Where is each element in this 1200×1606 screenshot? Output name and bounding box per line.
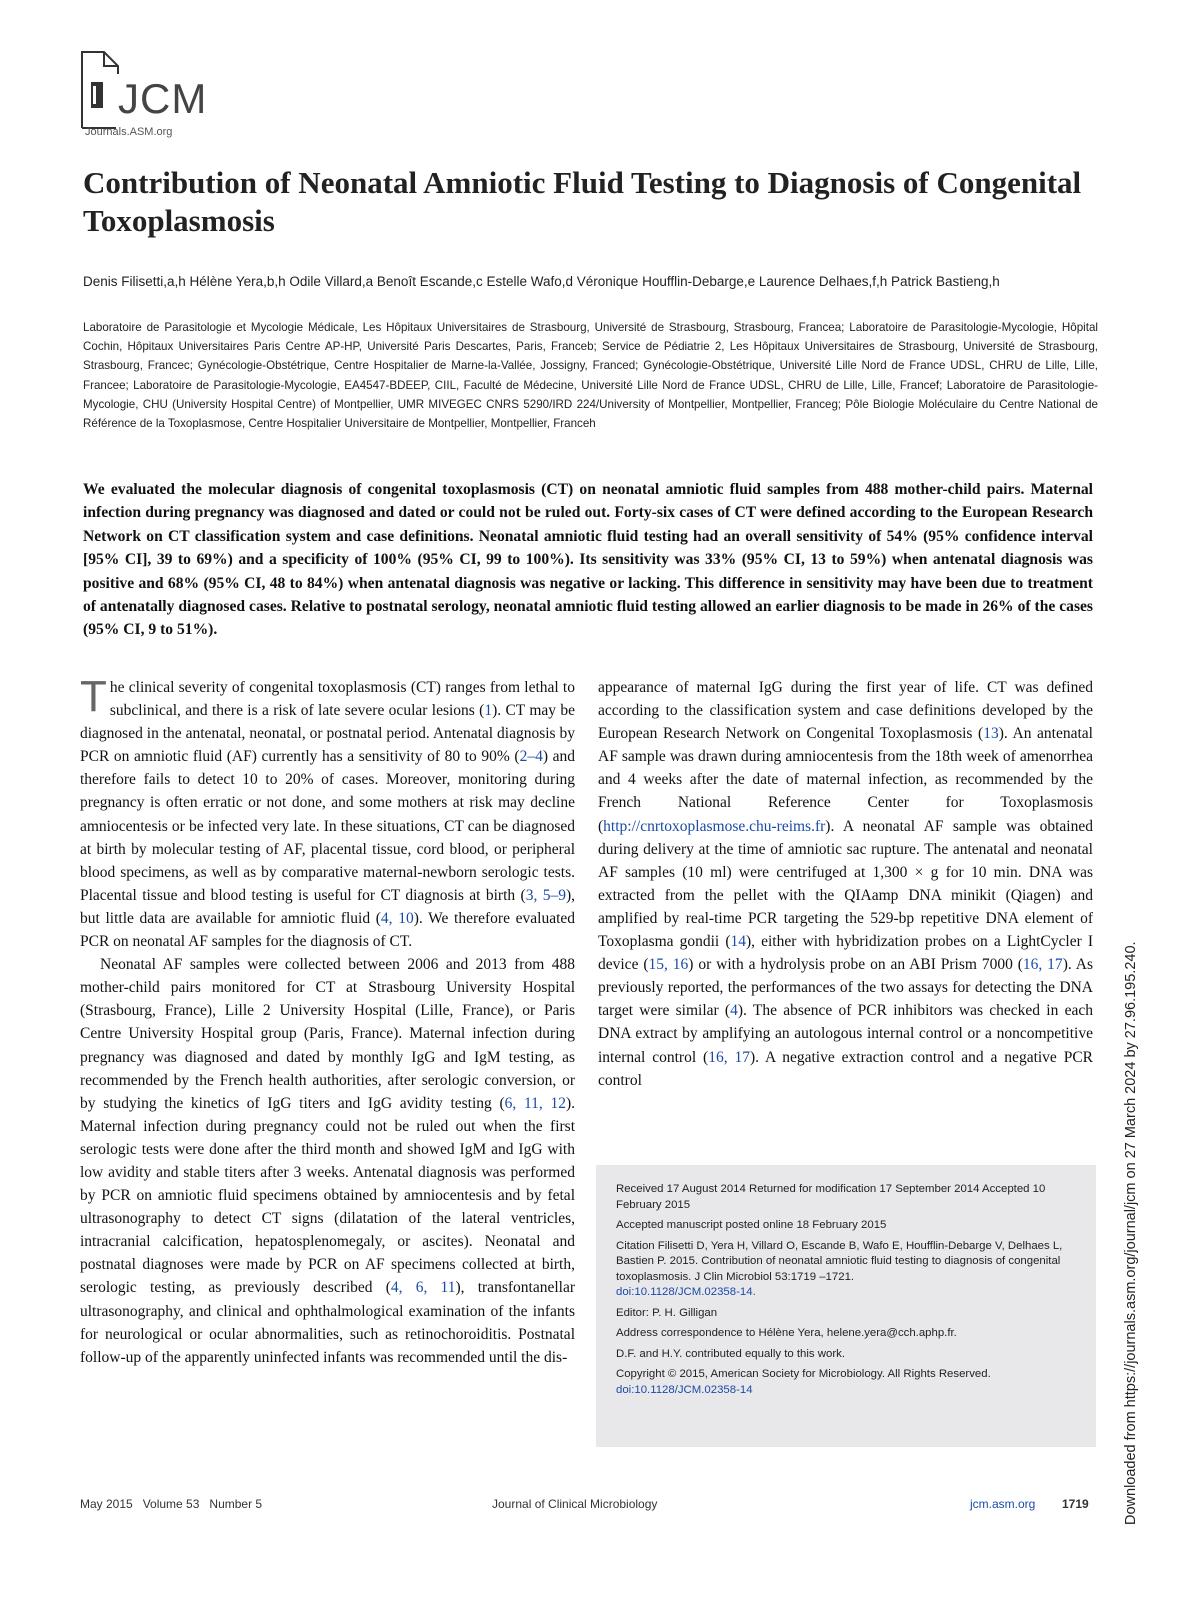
- citation-link[interactable]: 13: [983, 725, 999, 743]
- received-dates: Received 17 August 2014 Returned for modification 17 September 2014 Accepted 10 February 2015: [616, 1183, 1046, 1211]
- citation-link[interactable]: 14: [730, 933, 746, 951]
- journal-name: Journal of Clinical Microbiology: [492, 1497, 658, 1511]
- download-watermark: Downloaded from https://journals.asm.org/journal/jcm on 27 March 2024 by 27.96.195.240.: [1123, 941, 1139, 1525]
- journal-logo: [80, 50, 220, 145]
- citation-link[interactable]: 15, 16: [648, 956, 689, 974]
- citation-link[interactable]: 2–4: [519, 748, 543, 766]
- body-column-right: [598, 676, 1093, 1092]
- citation-block: Citation Filisetti D, Yera H, Villard O, Escande B, Wafo E, Houfflin-Debarge V, Delhaes L, Bastien P. 2015. Contribution of neonatal amniotic fluid testing to diagnosis of congenital toxoplasmosis. J Clin Microbiol 53:1719 –1721. doi:10.1128/JCM.02358-14.: [616, 1239, 1063, 1298]
- paragraph-intro: The clinical severity of congenital toxoplasmosis (CT) ranges from lethal to subclinical, and there is a risk of late severe ocular lesions (1). CT may be diagnosed in the antenatal, neonatal, or postnatal period. Antenatal diagnosis by PCR on amniotic fluid (AF) currently has a sensitivity of 80 to 90% (2–4) and therefore fails to detect 10 to 20% of cases. Moreover, monitoring during pregnancy is often erratic or not done, and some mothers at risk may decline amniocentesis or be infected very late. In these situations, CT can be diagnosed at birth by molecular testing of AF, placental tissue, cord blood, or peripheral blood specimens, as well as by comparative maternal-newborn serologic tests. Placental tissue and blood testing is useful for CT diagnosis at birth (3, 5–9), but little data are available for amniotic fluid (4, 10). We therefore evaluated PCR on neonatal AF samples for the diagnosis of CT.: [80, 672, 576, 951]
- journal-website-link[interactable]: jcm.asm.org: [970, 1497, 1036, 1511]
- drop-cap: T: [80, 672, 107, 721]
- citation-link[interactable]: 6, 11, 12: [504, 1094, 566, 1112]
- citation-link[interactable]: 16, 17: [1022, 956, 1063, 974]
- issue-info: May 2015 Volume 53 Number 5: [80, 1497, 263, 1511]
- accepted-online: Accepted manuscript posted online 18 February 2015: [616, 1219, 887, 1231]
- page-footer: [80, 1497, 1095, 1517]
- affiliations: Laboratoire de Parasitologie et Mycologie Médicale, Les Hôpitaux Universitaires de Strasbourg, Université de Strasbourg, Strasbourg, Francea; Laboratoire de Parasitologie-Mycologie, Hôpital Cochin, Hôpitaux Universitaires Paris Centre AP-HP, Université Paris Descartes, Paris, Franceb; Service de Pédiatrie 2, Les Hôpitaux Universitaires de Strasbourg, Université de Strasbourg, Strasbourg, Francec; Gynécologie-Obstétrique, Centre Hospitalier de Marne-la-Vallée, Jossigny, Franced; Gynécologie-Obstétrique, Université Lille Nord de France UDSL, CHRU de Lille, Lille, Francee; Laboratoire de Parasitologie-Mycologie, EA4547-BDEEP, CIIL, Faculté de Médecine, Université Lille Nord de France UDSL, CHRU de Lille, Lille, Francef; Laboratoire de Parasitologie-Mycologie, CHU (University Hospital Centre) of Montpellier, UMR MIVEGEC CNRS 5290/IRD 224/University of Montpellier, Montpellier, Franceg; Pôle Biologie Moléculaire du Centre National de Référence de la Toxoplasmose, Centre Hospitalier Universitaire de Montpellier, Montpellier, Franceh: [83, 321, 1098, 431]
- paragraph-methods: Neonatal AF samples were collected between 2006 and 2013 from 488 mother-child pairs monitored for CT at Strasbourg University Hospital (Strasbourg, France), Lille 2 University Hospital (Lille, France), or Paris Centre University Hospital group (Paris, France). Maternal infection during pregnancy was diagnosed and dated by monthly IgG and IgM testing, as recommended by the French health authorities, after serologic conversion, or by studying the kinetics of IgG titers and IgG avidity testing (6, 11, 12). Maternal infection during pregnancy could not be ruled out when the first serologic tests were done after the third month and showed IgM and IgG with low avidity and stable titers after 3 weeks. Antenatal diagnosis was performed by PCR on amniotic fluid specimens obtained by amniocentesis and by fetal ultrasonography to detect CT signs (dilatation of the lateral ventricles, intracranial calcification, hepatosplenomegaly, or ascites). Neonatal and postnatal diagnoses were made by PCR on AF specimens collected at birth, serologic testing, as previously described (4, 6, 11), transfontanellar ultrasonography, and clinical and ophthalmological examination of the infants for neurological or ocular abnormalities, such as retinochoroiditis. Postnatal follow-up of the apparently uninfected infants was recommended until the dis-: [80, 956, 575, 1366]
- author-list: Denis Filisetti,a,h Hélène Yera,b,h Odile Villard,a Benoît Escande,c Estelle Wafo,d Véronique Houfflin-Debarge,e Laurence Delhaes,f,h Patrick Bastieng,h: [83, 274, 1000, 289]
- body-column-left: [80, 672, 576, 1369]
- abstract: We evaluated the molecular diagnosis of congenital toxoplasmosis (CT) on neonatal amniotic fluid samples from 488 mother-child pairs. Maternal infection during pregnancy was diagnosed and dated or could not be ruled out. Forty-six cases of CT were defined according to the European Research Network on CT classification system and case definitions. Neonatal amniotic fluid testing had an overall sensitivity of 54% (95% confidence interval [95% CI], 39 to 69%) and a specificity of 100% (95% CI, 99 to 100%). Its sensitivity was 33% (95% CI, 13 to 59%) when antenatal diagnosis was positive and 68% (95% CI, 48 to 84%) when antenatal diagnosis was negative or lacking. This difference in sensitivity may have been due to treatment of antenatally diagnosed cases. Relative to postnatal serology, neonatal amniotic fluid testing allowed an earlier diagnosis to be made in 26% of the cases (95% CI, 9 to 51%).: [83, 481, 1093, 639]
- citation-link[interactable]: 4: [730, 1002, 738, 1020]
- journal-logo-icon: [80, 50, 120, 130]
- editor: Editor: P. H. Gilligan: [616, 1306, 718, 1319]
- citation-doi-link[interactable]: doi:10.1128/JCM.02358-14.: [616, 1286, 756, 1298]
- journal-url[interactable]: Journals.ASM.org: [85, 126, 173, 138]
- journal-logo-text: JCM: [118, 75, 208, 122]
- citation-link[interactable]: 4, 10: [380, 909, 414, 927]
- citation-link[interactable]: 4, 6, 11: [390, 1279, 456, 1297]
- citation-link[interactable]: 3, 5–9: [525, 886, 566, 904]
- page-number: 1719: [1062, 1497, 1089, 1511]
- paragraph-methods-continued: appearance of maternal IgG during the first year of life. CT was defined according to the classification system and case definitions developed by the European Research Network on Congenital Toxoplasmosis (13). An antenatal AF sample was drawn during amniocentesis from the 18th week of amenorrhea and 4 weeks after the date of maternal infection, as recommended by the French National Reference Center for Toxoplasmosis (http://cnrtoxoplasmose.chu-reims.fr). A neonatal AF sample was obtained during delivery at the time of amniotic sac rupture. The antenatal and neonatal AF samples (10 ml) were centrifuged at 1,300 × g for 10 min. DNA was extracted from the pellet with the QIAamp DNA minikit (Qiagen) and amplified by real-time PCR targeting the 529-bp repetitive DNA element of Toxoplasma gondii (14), either with hybridization probes on a LightCycler I device (15, 16) or with a hydrolysis probe on an ABI Prism 7000 (16, 17). As previously reported, the performances of the two assays for detecting the DNA target were similar (4). The absence of PCR inhibitors was checked in each DNA extract by amplifying an autologous internal control or a noncompetitive internal control (16, 17). A negative extraction control and a negative PCR control: [598, 679, 1093, 1089]
- reference-center-link[interactable]: http://cnrtoxoplasmose.chu-reims.fr: [603, 817, 826, 835]
- citation-link[interactable]: 16, 17: [708, 1048, 750, 1066]
- doi-link[interactable]: doi:10.1128/JCM.02358-14: [616, 1383, 753, 1396]
- article-title: Contribution of Neonatal Amniotic Fluid Testing to Diagnosis of Congenital Toxoplasmosis: [83, 165, 1082, 238]
- correspondence: Address correspondence to Hélène Yera, helene.yera@cch.aphp.fr.: [616, 1327, 957, 1339]
- copyright-block: Copyright © 2015, American Society for Microbiology. All Rights Reserved. doi:10.1128/JCM.02358-14: [616, 1368, 991, 1396]
- citation-link[interactable]: 1: [484, 702, 493, 720]
- article-info-box: [596, 1165, 1096, 1447]
- contribution-note: D.F. and H.Y. contributed equally to this work.: [616, 1347, 845, 1360]
